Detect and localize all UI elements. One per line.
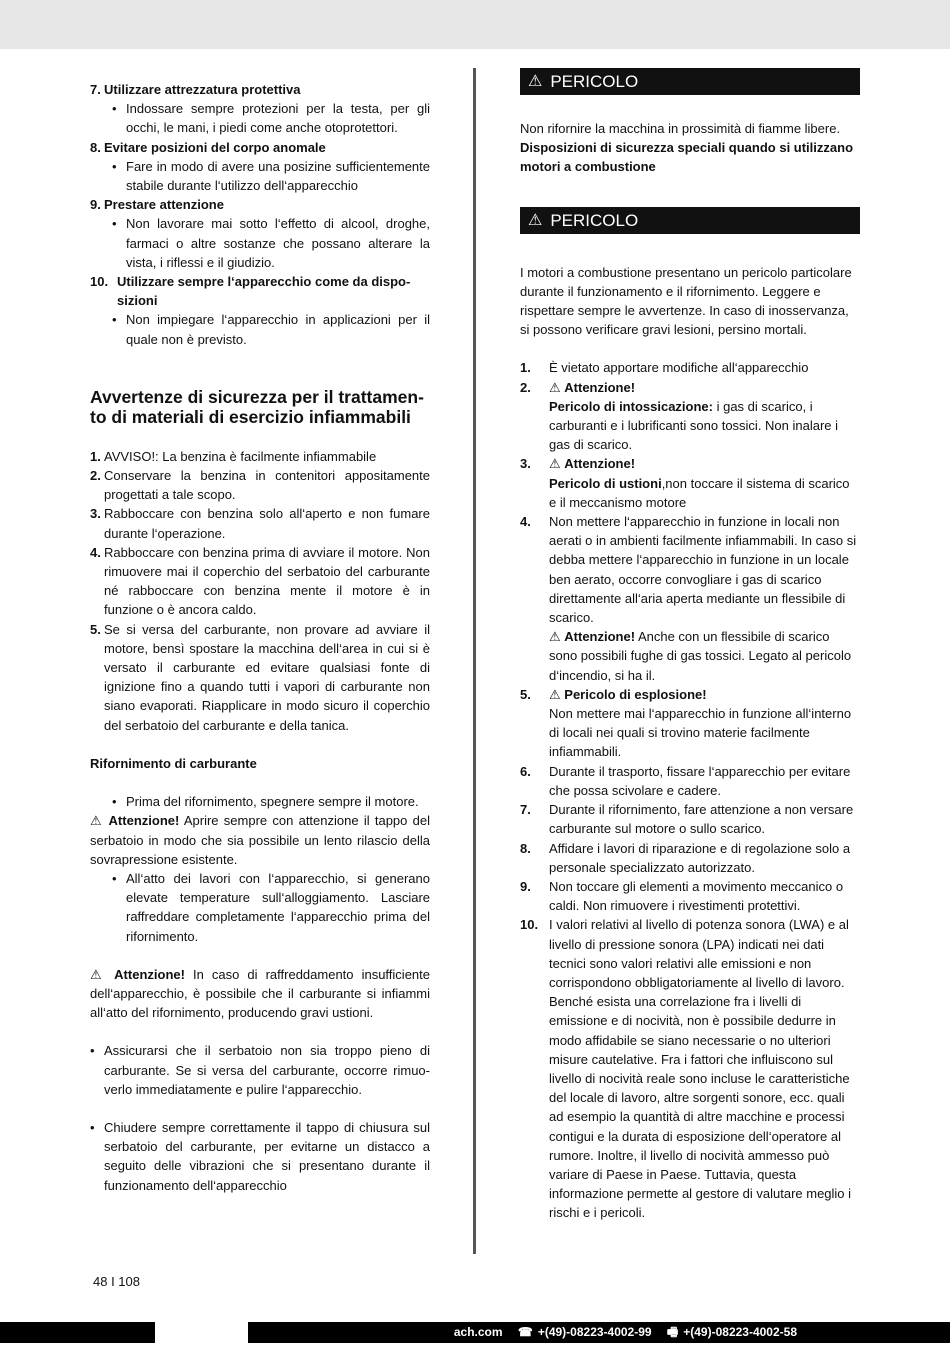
phone-number: +(49)-08223-4002-99 [537,1325,652,1339]
bullet: • Fare in modo di avere una posizine sufficientemente stabile durante l‘utilizzo dell‘apparecchio [112,158,430,194]
warning-icon: ⚠ [549,456,561,472]
bullet: • Non impiegare l‘apparecchio in applicazioni per il quale non è previsto. [112,312,430,347]
attention-paragraph: ⚠ Attenzione! In caso di raffreddamento insufficiente dell‘apparecchio, è possibile che il carburante si infiammi all‘atto del rifornimento, producendo gravi ustioni. [90,966,430,1021]
paragraph: I motori a combustione presentano un pericolo particolare durante il funzionamento e il rifornimento. Leggere e rispettare sempre le avvertenze. In caso di inosservanza, si possono verificare gravi lesioni, persino mortali. [520,264,852,338]
paragraph: Non rifornire la macchina in prossimità di fiamme libere. [520,121,841,136]
list-item-9: 9. Prestare attenzione [90,197,224,213]
bullet: • Prima del rifornimento, spegnere sempre il motore. [112,794,419,810]
danger-banner: ⚠ PERICOLO [520,68,860,95]
list-item: 1. È vietato apportare modifiche all‘apparecchio [520,360,809,376]
footer-bar [0,1322,950,1343]
contact-info [454,1322,797,1343]
list-item: 4. Rabboccare con benzina prima di avviare il motore. Non rimuovere mai il coperchio del serbatoio del carburante né rabboccare con benzina mente il motore è in funzione o è ancora caldo. [90,544,430,618]
list-item: 9. Non toccare gli elementi a movimento meccanico o caldi. Non rimuovere i rivestimenti protettivi. [520,878,844,914]
list-item-7: 7. Utilizzare attrezzatura protettiva [90,82,301,97]
attention-paragraph: ⚠ Attenzione! Aprire sempre con attenzione il tappo del serbatoio in modo che sia possibile un lento rilascio della sovrapressione esistente. [90,813,430,867]
list-item: 3. ⚠ Attenzione! Pericolo di ustioni,non toccare il sistema di scarico e il meccanismo motore [520,456,850,510]
left-column [90,80,430,1195]
list-item: 3. Rabboccare con benzina solo all‘aperto e non fumare durante l‘operazione. [90,506,430,541]
warning-icon: ⚠ [90,813,104,829]
list-item: 6. Durante il trasporto, fissare l‘apparecchio per evitare che possa scivolare e cadere. [520,763,851,798]
numbered-list [90,447,430,735]
fax-number: +(49)-08223-4002-58 [683,1325,797,1339]
danger-banner: ⚠ PERICOLO [520,207,860,234]
bullet: • Indossare sempre protezioni per la testa, per gli occhi, le mani, i piedi come anche otoprotettori. [112,101,430,136]
paragraph-bold: Disposizioni di sicurezza speciali quando si utilizzano motori a combustione [520,140,854,175]
section-heading: Avvertenze di sicurezza per il trattamento di materiali di esercizio infiammabili [90,386,424,427]
list-item: 8. Affidare i lavori di riparazione e di regolazione solo a personale specializzato autorizzato. [520,840,851,875]
warning-icon: ⚠ [549,379,561,395]
right-column [520,68,860,1223]
list-item: 2. ⚠ Attenzione! Pericolo di intossicazione: i gas di scarico, i carburanti e i lubrificanti sono tossici. Non inalare i gas di scarico. [520,379,839,453]
bullet: • Chiudere sempre correttamente il tappo di chiusura sul serbatoio del carburante, per evitarne un distacco a seguito delle vibrazioni che si presentano durante il funzionamento dell‘apparecchio [90,1119,430,1193]
fax-icon: 🖷 [666,1325,679,1339]
list-item: 4. Non mettere l‘apparecchio in funzione in locali non aerati o in ambienti facilmente infiammabili. In caso si debba mettere l‘apparecchio in funzione in un locale ben aerato, occorre convogliare i gas di scarico direttamente all‘aria aperta mediante un flessibile di scarico. ⚠ Attenzione! Anche con un flessibile di scarico sono possibili fughe di gas tossici. Legato al pericolo d‘incendio, si ha il. [520,514,857,683]
bullet: • All‘atto dei lavori con l‘apparecchio, si generano elevate temperature sull‘alloggiamento. Lasciare raffreddare completamente l‘apparecchio prima del rifornimento. [112,870,430,944]
column-divider [473,68,476,1254]
warning-icon: ⚠ [549,686,561,702]
list-item-8: 8. Evitare posizioni del corpo anomale [90,139,326,155]
list-item: 7. Durante il rifornimento, fare attenzione a non versare carburante sul motore o sullo scarico. [520,802,854,837]
list-item: 1. AVVISO!: La benzina è facilmente infiammabile [90,448,377,464]
warning-icon: ⚠ [90,966,107,982]
list-item-10: 10. Utilizzare sempre l‘apparecchio come da disposizioni [90,274,411,309]
phone-icon: ☎ [517,1325,533,1339]
list-item: 5. ⚠ Pericolo di esplosione! Non mettere mai l‘apparecchio in funzione all‘interno di locali nei quali si trovino materie facilmente infiammabili. [520,686,852,760]
top-bar [0,0,950,49]
sub-heading: Rifornimento di carburante [90,755,257,771]
bullet: • Assicurarsi che il serbatoio non sia troppo pieno di carburante. Se si versa del carburante, occorre rimuoverlo immediatamente e pulire l‘apparecchio. [90,1043,430,1097]
list-item: 10. I valori relativi al livello di potenza sonora (LWA) e al livello di pressione sonora (LPA) indicati nei dati tecnici sono valori relativi alle emissioni e non corrispondono obbligatoriamente al livello di lavoro. Benché esista una correlazione fra i livelli di emissione e di nocività, non è possibile dedurre in modo affidabile se siano necessarie o no ulteriori misure cautelative. Fra i fattori che influiscono sul livello di nocività reale sono incluse le caratteristiche del locale di lavoro, altre sorgenti sonore, ecc. quali ad esempio la quantità di altre macchine e processi contigui e la durata di esposizione dell‘operatore al rumore. Inoltre, il livello di nocività ammesso può variare di Paese in Paese. Tuttavia, questa informazione permette al gestore di valutare meglio i rischi e i pericoli. [520,917,852,1221]
bullet: • Non lavorare mai sotto l‘effetto di alcool, droghe, farmaci o altre sostanze che possano alterare la vista, i riflessi e il giudizio. [112,216,430,270]
warning-icon: ⚠ [549,629,561,645]
warning-icon: ⚠ [528,211,543,229]
page-number: 48 I 108 [93,1274,140,1289]
list-item: 5. Se si versa del carburante, non provare ad avviare il motore, bensì spostare la macchina dell‘area in cui si è versato il carburante ed evitare qualsiasi fonte di ignizione fino a quando tutti i vapori di carburante non siano evaporati. Riapplicare in modo sicuro il coperchio del serbatoio del carburante e della tanica. [90,621,430,733]
warning-icon: ⚠ [528,73,543,90]
website[interactable]: ach.com [453,1325,503,1339]
list-item: 2. Conservare la benzina in contenitori appositamente progettati a tale scopo. [90,468,430,503]
